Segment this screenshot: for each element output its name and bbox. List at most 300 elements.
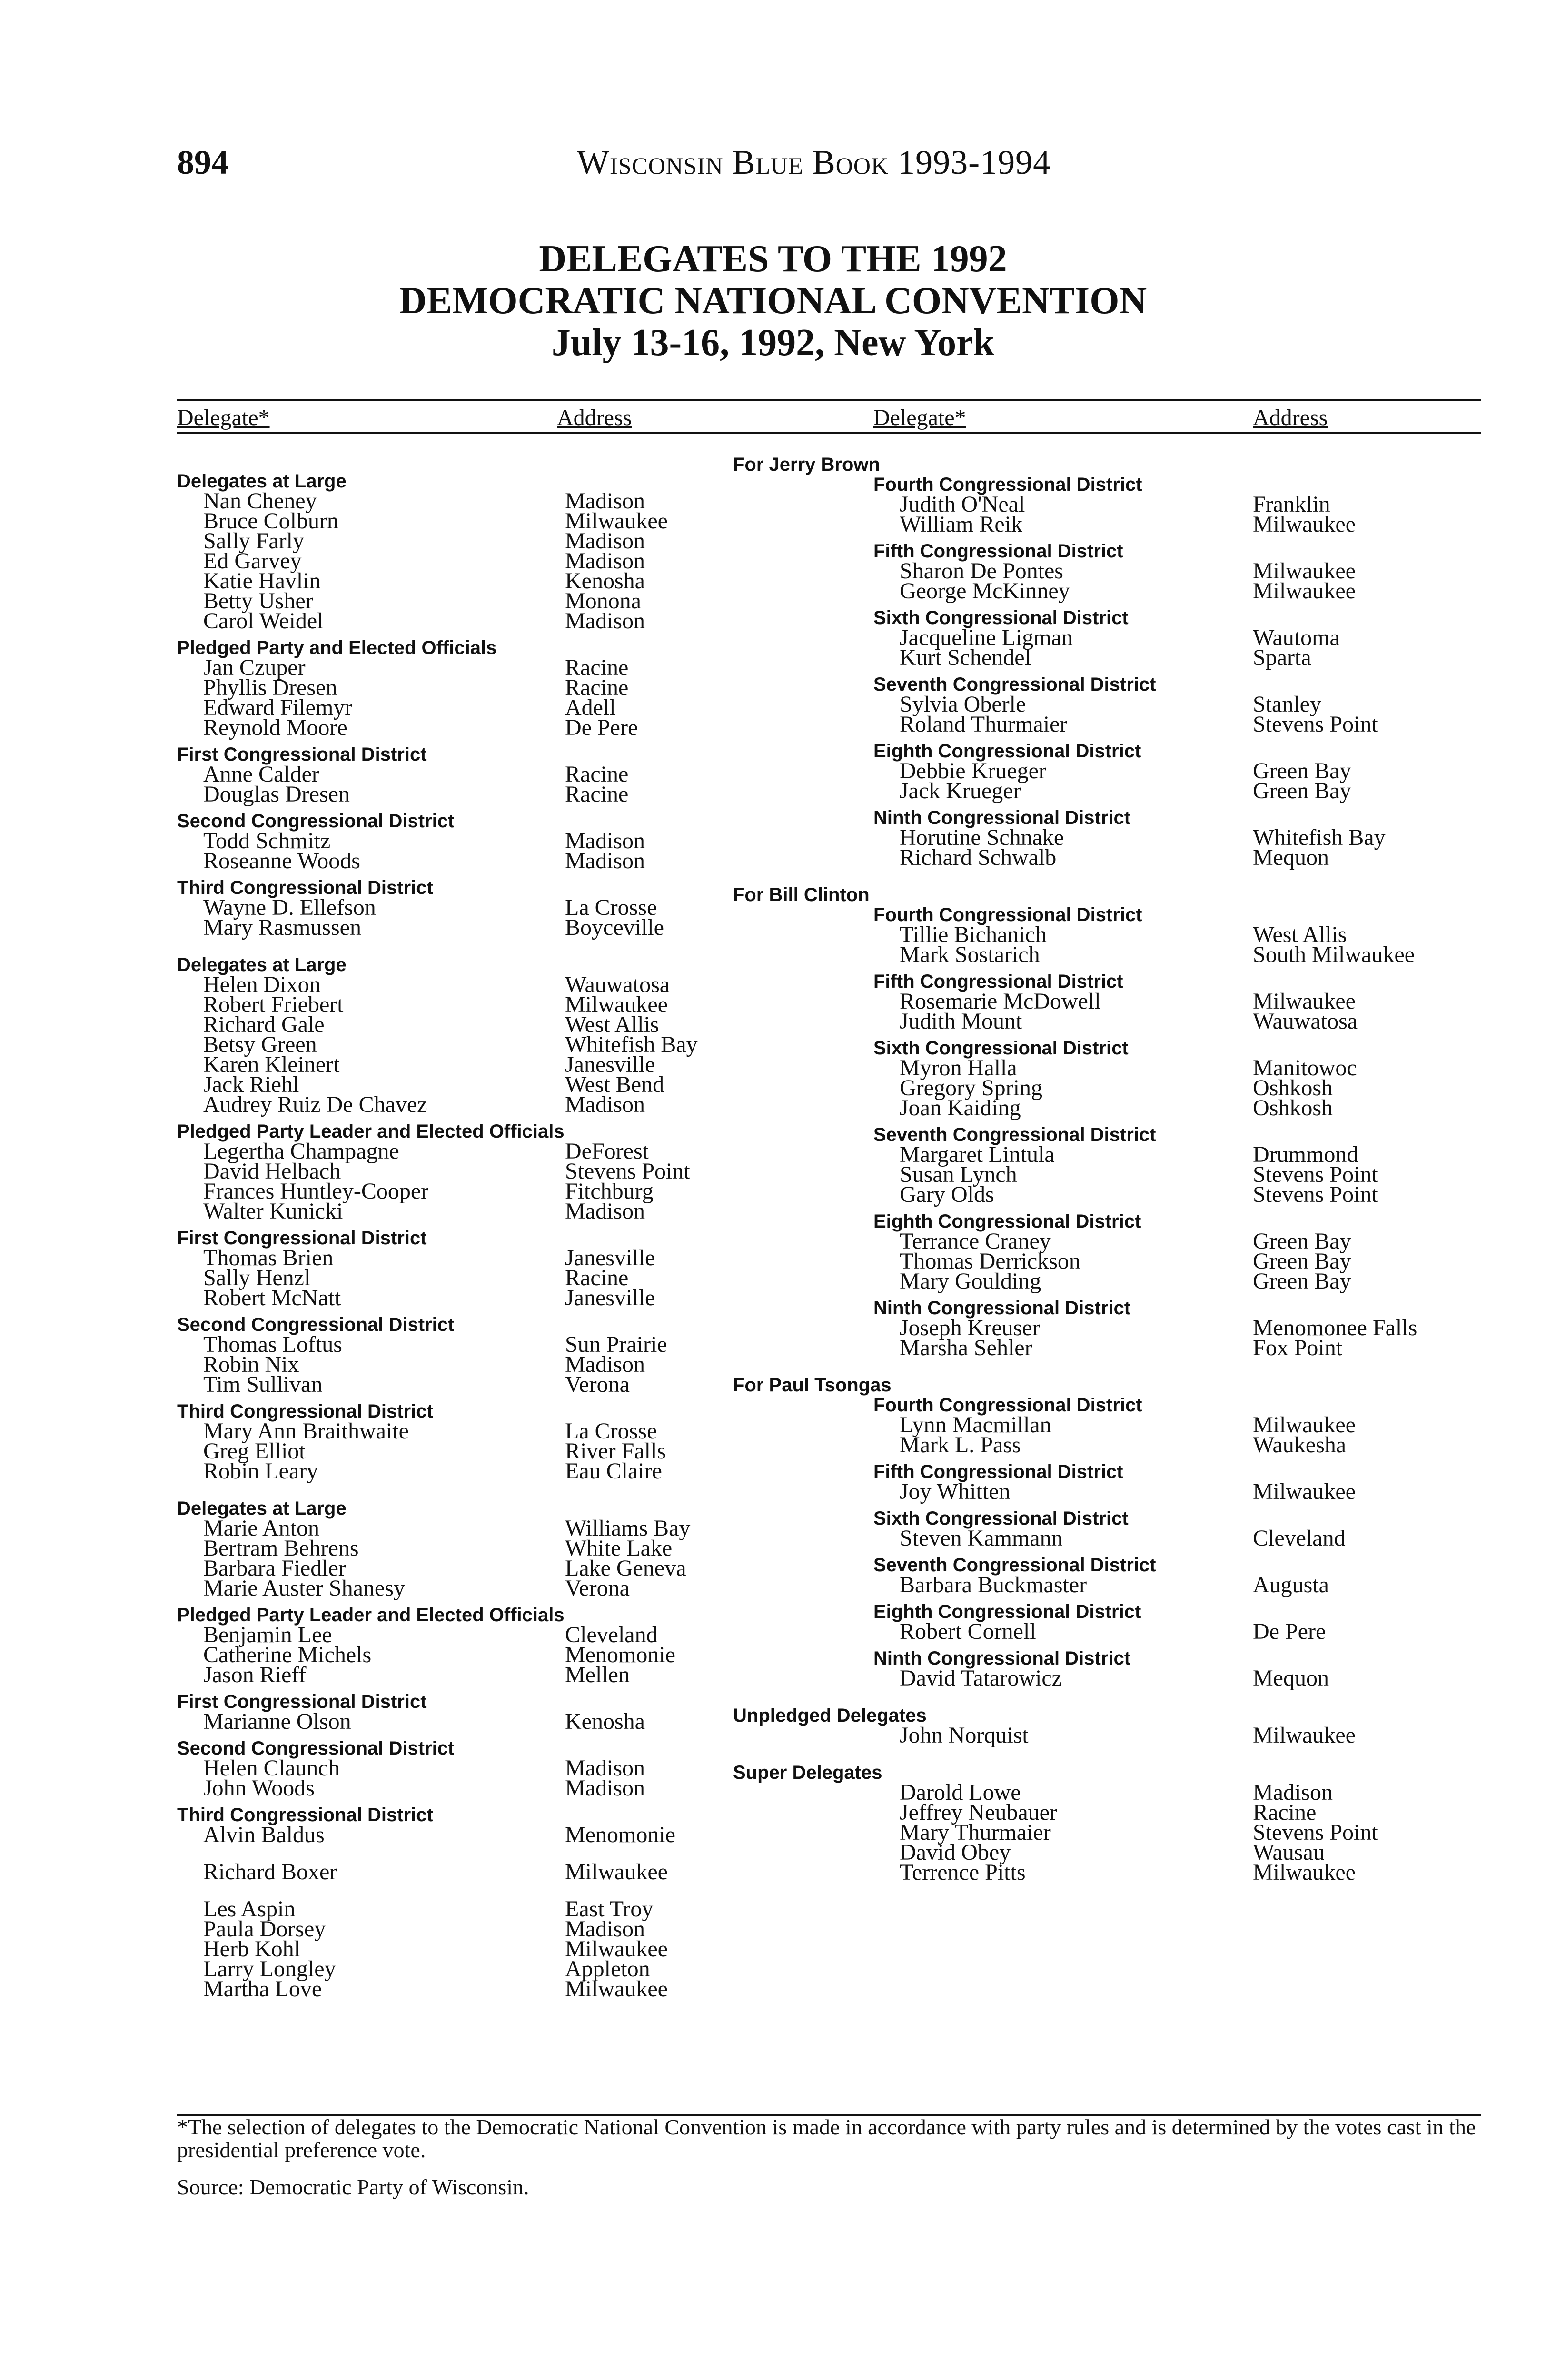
delegate-address: Madison: [565, 1199, 645, 1224]
delegate-address: Milwaukee: [565, 1976, 668, 2002]
delegate-address: Wausau: [1253, 1840, 1325, 1865]
delegate-address: Madison: [565, 1755, 645, 1781]
delegate-address: Green Bay: [1253, 1249, 1351, 1274]
delegate-address: De Pere: [565, 715, 638, 740]
title-line-1: DELEGATES TO THE 1992: [539, 238, 1007, 280]
delegate-name: Walter Kunicki: [203, 1199, 343, 1224]
delegate-row: [733, 1432, 1481, 1458]
source-note: Source: Democratic Party of Wisconsin.: [177, 2175, 529, 2199]
delegate-address: Milwaukee: [1253, 1860, 1356, 1885]
delegate-address: Milwaukee: [1253, 1412, 1356, 1438]
delegate-address: Wauwatosa: [1253, 1009, 1358, 1034]
delegate-address: Verona: [565, 1372, 630, 1397]
section-heading: First Congressional District: [177, 1691, 427, 1712]
delegate-name: William Reik: [900, 512, 1023, 537]
delegate-address: Wautoma: [1253, 625, 1340, 650]
delegate-address: Menomonee Falls: [1253, 1315, 1417, 1340]
delegate-address: Milwaukee: [1253, 989, 1356, 1014]
delegate-address: Monona: [565, 588, 641, 614]
delegate-name: Phyllis Dresen: [203, 675, 337, 700]
delegate-name: Sally Farly: [203, 528, 304, 554]
district-heading-text: Ninth Congressional District: [873, 807, 1131, 828]
delegate-address: Milwaukee: [1253, 512, 1356, 537]
delegate-name: Mary Thurmaier: [900, 1820, 1051, 1845]
delegate-name: Jason Rieff: [203, 1662, 307, 1687]
delegate-row: [177, 1859, 729, 1884]
right-delegate-column: [733, 455, 1481, 1883]
delegate-name: Jack Riehl: [203, 1072, 299, 1097]
delegate-name: Legertha Champagne: [203, 1139, 399, 1164]
section-heading: Second Congressional District: [177, 1314, 455, 1335]
delegate-name: Robin Leary: [203, 1458, 318, 1484]
delegate-name: Kurt Schendel: [900, 645, 1031, 670]
delegate-row: [177, 1285, 729, 1310]
page-number: 894: [177, 143, 228, 181]
section-spacer: [733, 1118, 1481, 1125]
delegate-row: [733, 1075, 1481, 1101]
district-heading: [733, 1211, 1481, 1231]
delegate-address: East Troy: [565, 1896, 654, 1922]
col-header-address-left: Address: [557, 405, 632, 430]
delegate-address: West Allis: [1253, 922, 1347, 947]
delegate-address: Menomonie: [565, 1822, 675, 1847]
delegate-address: Mequon: [1253, 845, 1329, 870]
delegate-address: Sparta: [1253, 645, 1311, 670]
district-heading-text: Sixth Congressional District: [873, 1038, 1129, 1059]
delegate-address: Eau Claire: [565, 1458, 662, 1484]
delegate-address: Madison: [565, 528, 645, 554]
delegate-address: Sun Prairie: [565, 1332, 667, 1357]
delegate-row: [177, 848, 729, 873]
delegate-address: River Falls: [565, 1438, 666, 1464]
delegate-row: [733, 492, 1481, 517]
district-heading: [733, 741, 1481, 761]
delegate-name: Betsy Green: [203, 1032, 317, 1057]
delegate-name: Darold Lowe: [900, 1780, 1021, 1805]
delegate-address: Green Bay: [1253, 758, 1351, 783]
delegate-row: [733, 1055, 1481, 1081]
delegate-name: Thomas Loftus: [203, 1332, 342, 1357]
delegate-name: Edward Filemyr: [203, 695, 353, 720]
delegate-name: Robert Friebert: [203, 992, 344, 1017]
delegate-address: Cleveland: [1253, 1526, 1346, 1551]
section-spacer: [733, 1291, 1481, 1298]
delegate-row: [733, 1269, 1481, 1294]
delegate-address: Fox Point: [1253, 1335, 1343, 1360]
delegate-address: Racine: [1253, 1800, 1317, 1825]
district-heading-text: Fifth Congressional District: [873, 541, 1123, 562]
delegate-name: Douglas Dresen: [203, 782, 350, 807]
delegate-address: Waukesha: [1253, 1432, 1347, 1458]
delegate-name: Bruce Colburn: [203, 508, 338, 534]
delegate-row: [177, 715, 729, 740]
district-heading: [733, 475, 1481, 495]
delegate-address: Adell: [565, 695, 616, 720]
delegate-address: Madison: [565, 1916, 645, 1942]
top-rule: [177, 399, 1481, 401]
delegate-address: Boyceville: [565, 915, 664, 940]
delegate-row: [733, 1619, 1481, 1644]
delegate-address: Manitowoc: [1253, 1055, 1357, 1081]
section-heading: Delegates at Large: [177, 954, 347, 975]
delegate-address: Madison: [565, 608, 645, 634]
delegate-name: Martha Love: [203, 1976, 322, 2002]
delegate-name: Larry Longley: [203, 1956, 336, 1982]
delegate-name: Rosemarie McDowell: [900, 989, 1101, 1014]
delegate-name: Ed Garvey: [203, 548, 302, 574]
title-line-3: July 13-16, 1992, New York: [551, 322, 995, 364]
district-heading-text: Eighth Congressional District: [873, 1601, 1141, 1622]
delegate-address: Racine: [565, 675, 629, 700]
delegate-name: John Norquist: [900, 1723, 1029, 1748]
col-header-address-right: Address: [1253, 405, 1328, 430]
delegate-address: White Lake: [565, 1536, 673, 1561]
section-spacer: [733, 1455, 1481, 1462]
delegate-row: [177, 1709, 729, 1734]
delegate-name: Audrey Ruiz De Chavez: [203, 1092, 427, 1117]
delegate-address: Racine: [565, 1265, 629, 1290]
delegate-address: Milwaukee: [565, 1859, 668, 1884]
delegate-row: [733, 1666, 1481, 1691]
district-heading-text: Fifth Congressional District: [873, 1461, 1123, 1482]
delegate-name: Terrence Pitts: [900, 1860, 1026, 1885]
delegate-name: Joy Whitten: [900, 1479, 1011, 1504]
candidate-group-label: For Jerry Brown: [733, 454, 880, 475]
delegate-name: Marsha Sehler: [900, 1335, 1032, 1360]
header-rule: [177, 432, 1481, 434]
delegate-address: Appleton: [565, 1956, 650, 1982]
delegate-name: Richard Gale: [203, 1012, 325, 1037]
delegate-name: David Obey: [900, 1840, 1011, 1865]
delegate-row: [177, 782, 729, 807]
district-heading-text: Ninth Congressional District: [873, 1648, 1131, 1669]
delegate-name: Terrance Craney: [900, 1229, 1051, 1254]
section-spacer: [733, 1548, 1481, 1555]
title-line-2: DEMOCRATIC NATIONAL CONVENTION: [399, 280, 1147, 322]
delegate-name: Gregory Spring: [900, 1075, 1042, 1101]
delegate-row: [733, 1723, 1481, 1748]
district-heading-text: Sixth Congressional District: [873, 607, 1129, 628]
section-spacer: [733, 1031, 1481, 1038]
delegate-address: DeForest: [565, 1139, 649, 1164]
section-heading: Third Congressional District: [177, 1805, 433, 1825]
delegate-row: [177, 1372, 729, 1397]
delegate-row: [733, 845, 1481, 870]
delegate-address: Mellen: [565, 1662, 630, 1687]
section-spacer: [733, 535, 1481, 541]
delegate-name: Frances Huntley-Cooper: [203, 1179, 429, 1204]
section-gap: [177, 1481, 729, 1498]
delegate-name: Roland Thurmaier: [900, 712, 1068, 737]
delegate-row: [733, 1249, 1481, 1274]
delegate-row: [177, 1662, 729, 1687]
section-spacer: [733, 1502, 1481, 1508]
delegate-row: [733, 758, 1481, 783]
delegate-name: Greg Elliot: [203, 1438, 306, 1464]
delegate-address: Augusta: [1253, 1572, 1329, 1597]
group-gap: [733, 1745, 1481, 1763]
delegate-name: Lynn Macmillan: [900, 1412, 1051, 1438]
delegate-name: Marie Anton: [203, 1516, 319, 1541]
delegate-row: [733, 1095, 1481, 1121]
delegate-name: Sylvia Oberle: [900, 692, 1026, 717]
district-heading-text: Fourth Congressional District: [873, 904, 1142, 925]
district-heading: [733, 1462, 1481, 1482]
delegate-address: Verona: [565, 1576, 630, 1601]
delegate-row: [733, 712, 1481, 737]
delegate-address: Stevens Point: [1253, 1820, 1378, 1845]
delegate-row: [733, 558, 1481, 584]
delegate-name: Judith O'Neal: [900, 492, 1025, 517]
delegate-address: Kenosha: [565, 1709, 645, 1734]
delegate-address: Fitchburg: [565, 1179, 654, 1204]
district-heading: [733, 541, 1481, 561]
delegate-address: West Allis: [565, 1012, 659, 1037]
district-heading: [733, 1602, 1481, 1622]
delegate-address: Racine: [565, 762, 629, 787]
left-delegate-column: [177, 471, 729, 2002]
delegate-address: Madison: [565, 548, 645, 574]
delegate-address: Cleveland: [565, 1622, 658, 1647]
delegate-address: Franklin: [1253, 492, 1330, 517]
delegate-address: Green Bay: [1253, 1229, 1351, 1254]
delegate-row: [733, 1009, 1481, 1034]
delegate-name: Tillie Bichanich: [900, 922, 1047, 947]
delegate-address: Stevens Point: [565, 1159, 690, 1184]
delegate-address: Madison: [565, 488, 645, 514]
section-heading: Second Congressional District: [177, 1738, 455, 1759]
delegate-address: Stevens Point: [1253, 1182, 1378, 1207]
delegate-name: Anne Calder: [203, 762, 319, 787]
delegate-address: Janesville: [565, 1245, 655, 1270]
district-heading: [733, 608, 1481, 628]
delegate-name: Mary Rasmussen: [203, 915, 361, 940]
district-heading: [733, 1648, 1481, 1668]
delegate-address: Madison: [565, 1352, 645, 1377]
delegate-row: [733, 512, 1481, 537]
delegate-name: Joan Kaiding: [900, 1095, 1021, 1121]
delegate-address: Janesville: [565, 1285, 655, 1310]
delegate-name: Marianne Olson: [203, 1709, 351, 1734]
delegate-address: Lake Geneva: [565, 1556, 686, 1581]
delegate-address: Madison: [565, 1092, 645, 1117]
delegate-address: La Crosse: [565, 895, 657, 920]
delegate-name: John Woods: [203, 1775, 315, 1801]
delegate-address: Menomonie: [565, 1642, 675, 1667]
delegate-name: Les Aspin: [203, 1896, 296, 1922]
delegate-name: Richard Schwalb: [900, 845, 1057, 870]
delegate-name: Margaret Lintula: [900, 1142, 1055, 1167]
delegate-row: [177, 915, 729, 940]
delegate-name: Mark L. Pass: [900, 1432, 1021, 1458]
delegate-row: [733, 1572, 1481, 1597]
delegate-name: Barbara Fiedler: [203, 1556, 346, 1581]
district-heading: [733, 1395, 1481, 1415]
candidate-group-label: For Bill Clinton: [733, 884, 870, 905]
delegate-name: Jacqueline Ligman: [900, 625, 1073, 650]
section-gap: [177, 938, 729, 955]
delegate-name: Carol Weidel: [203, 608, 324, 634]
district-heading-text: Seventh Congressional District: [873, 674, 1156, 695]
district-heading-text: Fourth Congressional District: [873, 1395, 1142, 1416]
delegate-name: George McKinney: [900, 578, 1070, 604]
delegate-row: [733, 1860, 1481, 1885]
delegate-row: [733, 1840, 1481, 1865]
section-heading: First Congressional District: [177, 1228, 427, 1249]
delegate-row: [733, 625, 1481, 650]
delegate-name: Thomas Derrickson: [900, 1249, 1080, 1274]
delegate-name: Sally Henzl: [203, 1265, 311, 1290]
section-heading: Pledged Party Leader and Elected Officials: [177, 1605, 565, 1626]
delegate-address: Milwaukee: [1253, 1723, 1356, 1748]
delegate-row: [177, 1576, 729, 1601]
district-heading-text: Seventh Congressional District: [873, 1124, 1156, 1145]
candidate-group-label: Super Delegates: [733, 1762, 882, 1783]
delegate-address: Mequon: [1253, 1666, 1329, 1691]
section-heading: Second Congressional District: [177, 811, 455, 832]
district-heading-text: Sixth Congressional District: [873, 1508, 1129, 1529]
delegate-name: Susan Lynch: [900, 1162, 1017, 1187]
delegate-row: [733, 1335, 1481, 1360]
delegate-row: [733, 1315, 1481, 1340]
delegate-address: Green Bay: [1253, 778, 1351, 803]
delegate-row: [733, 778, 1481, 803]
delegate-address: South Milwaukee: [1253, 942, 1415, 967]
section-heading: Delegates at Large: [177, 471, 347, 492]
delegate-name: Myron Halla: [900, 1055, 1017, 1081]
delegate-address: Racine: [565, 655, 629, 680]
delegate-address: Milwaukee: [1253, 558, 1356, 584]
delegate-name: Debbie Krueger: [900, 758, 1046, 783]
district-heading-text: Eighth Congressional District: [873, 1211, 1141, 1232]
delegate-address: Stevens Point: [1253, 1162, 1378, 1187]
delegate-address: Madison: [1253, 1780, 1333, 1805]
delegate-name: Robert Cornell: [900, 1619, 1036, 1644]
section-heading: First Congressional District: [177, 744, 427, 765]
district-heading: [733, 1125, 1481, 1145]
candidate-group-label: Unpledged Delegates: [733, 1705, 927, 1726]
district-heading: [733, 1555, 1481, 1575]
running-head: Wisconsin Blue Book 1993-1994: [577, 143, 1051, 181]
delegate-row: [177, 1199, 729, 1224]
section-spacer: [733, 801, 1481, 808]
district-heading-text: Seventh Congressional District: [873, 1555, 1156, 1576]
delegate-name: Katie Havlin: [203, 568, 321, 594]
delegate-name: Joseph Kreuser: [900, 1315, 1040, 1340]
col-header-delegate-right: Delegate*: [873, 405, 966, 430]
delegate-row: [733, 1820, 1481, 1845]
delegate-name: Robin Nix: [203, 1352, 299, 1377]
delegate-name: Barbara Buckmaster: [900, 1572, 1087, 1597]
delegate-row: [177, 1775, 729, 1801]
delegate-name: Helen Dixon: [203, 972, 321, 997]
district-heading: [733, 905, 1481, 925]
document-title: [0, 238, 1546, 364]
delegate-name: Gary Olds: [900, 1182, 994, 1207]
delegate-name: Herb Kohl: [203, 1936, 300, 1962]
delegate-row: [733, 1479, 1481, 1504]
delegate-address: Kenosha: [565, 568, 645, 594]
delegate-address: Stevens Point: [1253, 712, 1378, 737]
delegate-name: Mary Ann Braithwaite: [203, 1418, 409, 1444]
district-heading-text: Fifth Congressional District: [873, 971, 1123, 992]
delegate-address: Stanley: [1253, 692, 1321, 717]
delegate-row: [177, 1976, 729, 2002]
delegate-name: Bertram Behrens: [203, 1536, 359, 1561]
delegate-name: Thomas Brien: [203, 1245, 334, 1270]
delegate-name: Benjamin Lee: [203, 1622, 332, 1647]
delegate-name: Steven Kammann: [900, 1526, 1063, 1551]
delegate-row: [733, 1526, 1481, 1551]
delegate-row: [733, 1412, 1481, 1438]
delegate-address: Milwaukee: [565, 1936, 668, 1962]
delegate-row: [177, 1092, 729, 1117]
group-gap: [733, 1358, 1481, 1375]
candidate-group-label: For Paul Tsongas: [733, 1375, 892, 1396]
delegate-address: Milwaukee: [565, 508, 668, 534]
delegate-name: Alvin Baldus: [203, 1822, 325, 1847]
delegate-name: Marie Auster Shanesy: [203, 1576, 405, 1601]
delegate-row: [733, 645, 1481, 670]
delegate-address: La Crosse: [565, 1418, 657, 1444]
delegate-row: [733, 578, 1481, 604]
district-heading-text: Fourth Congressional District: [873, 474, 1142, 495]
delegate-address: Madison: [565, 828, 645, 853]
section-spacer: [733, 1595, 1481, 1602]
delegate-address: Whitefish Bay: [565, 1032, 698, 1057]
delegate-name: Nan Cheney: [203, 488, 317, 514]
delegate-name: Catherine Michels: [203, 1642, 372, 1667]
delegate-address: Janesville: [565, 1052, 655, 1077]
delegate-name: Mark Sostarich: [900, 942, 1040, 967]
delegate-name: Judith Mount: [900, 1009, 1022, 1034]
delegate-name: Robert McNatt: [203, 1285, 341, 1310]
delegate-address: De Pere: [1253, 1619, 1326, 1644]
district-heading-text: Eighth Congressional District: [873, 741, 1141, 762]
delegate-name: Karen Kleinert: [203, 1052, 340, 1077]
delegate-address: Milwaukee: [565, 992, 668, 1017]
delegate-address: Drummond: [1253, 1142, 1358, 1167]
delegate-name: Horutine Schnake: [900, 825, 1064, 850]
section-spacer: [733, 601, 1481, 608]
section-heading: Third Congressional District: [177, 1401, 433, 1422]
delegate-name: Sharon De Pontes: [900, 558, 1063, 584]
delegate-row: [733, 1182, 1481, 1207]
section-heading: Pledged Party and Elected Officials: [177, 637, 497, 658]
delegate-name: Mary Goulding: [900, 1269, 1041, 1294]
delegate-row: [733, 825, 1481, 850]
delegate-name: Tim Sullivan: [203, 1372, 323, 1397]
delegate-address: Madison: [565, 1775, 645, 1801]
delegate-name: Wayne D. Ellefson: [203, 895, 376, 920]
delegate-address: Whitefish Bay: [1253, 825, 1386, 850]
delegate-row: [177, 608, 729, 634]
delegate-row: [733, 1780, 1481, 1805]
section-heading: Third Congressional District: [177, 877, 433, 898]
delegate-name: Todd Schmitz: [203, 828, 331, 853]
delegate-address: Racine: [565, 782, 629, 807]
district-heading: [733, 674, 1481, 694]
delegate-name: Jack Krueger: [900, 778, 1021, 803]
district-heading: [733, 1038, 1481, 1058]
district-heading: [733, 1508, 1481, 1528]
delegate-row: [177, 1822, 729, 1847]
delegate-row: [177, 1458, 729, 1484]
delegate-name: Roseanne Woods: [203, 848, 360, 873]
delegate-name: Betty Usher: [203, 588, 313, 614]
delegate-name: Richard Boxer: [203, 1859, 337, 1884]
delegate-address: Milwaukee: [1253, 1479, 1356, 1504]
